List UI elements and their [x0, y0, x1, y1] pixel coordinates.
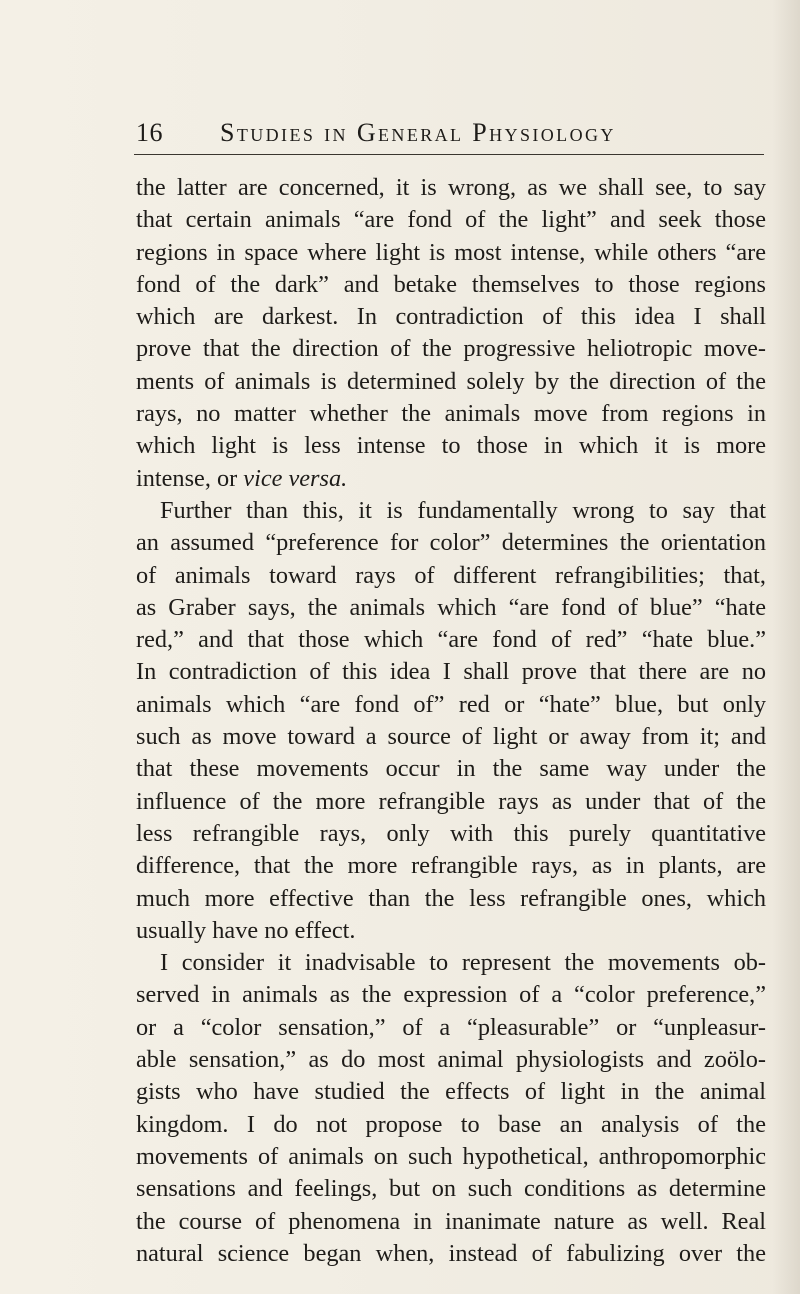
text-line: Further than this, it is fundamentally wrong to say that	[160, 496, 766, 524]
text-line: an assumed “preference for color” determines the orientation	[136, 529, 766, 557]
text-line: much more effective than the less refrangible ones, which	[136, 884, 766, 912]
text-line: movements of animals on such hypothetical, anthropomorphic	[136, 1142, 766, 1170]
text-line: that certain animals “are fond of the light” and seek those	[136, 206, 766, 234]
text-line: as Graber says, the animals which “are fond of blue” “hate	[136, 593, 766, 621]
text-line: difference, that the more refrangible rays, as in plants, are	[136, 852, 766, 880]
italic-text: vice versa.	[243, 464, 348, 492]
text-line: animals which “are fond of” red or “hate” blue, but only	[136, 690, 766, 718]
text-line: natural science began when, instead of fabulizing over the	[136, 1239, 766, 1267]
page-edge-shadow	[772, 0, 800, 1294]
paragraph-2	[136, 495, 766, 947]
paragraph-1	[136, 172, 766, 495]
text-line: red,” and that those which “are fond of red” “hate blue.”	[136, 626, 766, 654]
page-number: 16	[136, 118, 163, 147]
paragraph-3	[136, 947, 766, 1270]
text-line: rays, no matter whether the animals move from regions in	[136, 400, 766, 428]
text-line: I consider it inadvisable to represent the movements ob-	[160, 949, 766, 977]
text-segment: intense, or	[136, 464, 244, 492]
text-line: less refrangible rays, only with this purely quantitative	[136, 819, 766, 847]
text-line: such as move toward a source of light or away from it; and	[136, 723, 766, 751]
text-line: or a “color sensation,” of a “pleasurable” or “unpleasur-	[136, 1013, 766, 1041]
text-line: the latter are concerned, it is wrong, as we shall see, to say	[136, 174, 766, 201]
text-line: served in animals as the expression of a “color preference,”	[136, 981, 766, 1009]
header-rule	[134, 154, 764, 155]
text-line: which are darkest. In contradiction of this idea I shall	[136, 303, 766, 331]
running-title: Studies in General Physiology	[220, 118, 616, 147]
text-line: fond of the dark” and betake themselves to those regions	[136, 270, 766, 298]
text-line: In contradiction of this idea I shall prove that there are no	[136, 658, 766, 686]
text-line: able sensation,” as do most animal physiologists and zoölo-	[136, 1046, 766, 1074]
text-line: gists who have studied the effects of light in the animal	[136, 1078, 766, 1106]
text-line: influence of the more refrangible rays as under that of the	[136, 787, 766, 815]
text-line: that these movements occur in the same way under the	[136, 755, 766, 783]
text-line: of animals toward rays of different refrangibilities; that,	[136, 561, 766, 589]
text-line: ments of animals is determined solely by the direction of the	[136, 367, 766, 395]
text-line: regions in space where light is most intense, while others “are	[136, 238, 766, 266]
text-line: prove that the direction of the progressive heliotropic move-	[136, 335, 766, 363]
body-text	[136, 172, 766, 1270]
page-header	[136, 118, 766, 150]
text-line: the course of phenomena in inanimate nature as well. Real	[136, 1207, 766, 1235]
text-line: kingdom. I do not propose to base an analysis of the	[136, 1110, 766, 1138]
text-line: sensations and feelings, but on such conditions as determine	[136, 1175, 766, 1203]
text-line-last	[136, 463, 766, 495]
text-line: which light is less intense to those in which it is more	[136, 432, 766, 460]
text-line-last: usually have no effect.	[136, 916, 356, 944]
